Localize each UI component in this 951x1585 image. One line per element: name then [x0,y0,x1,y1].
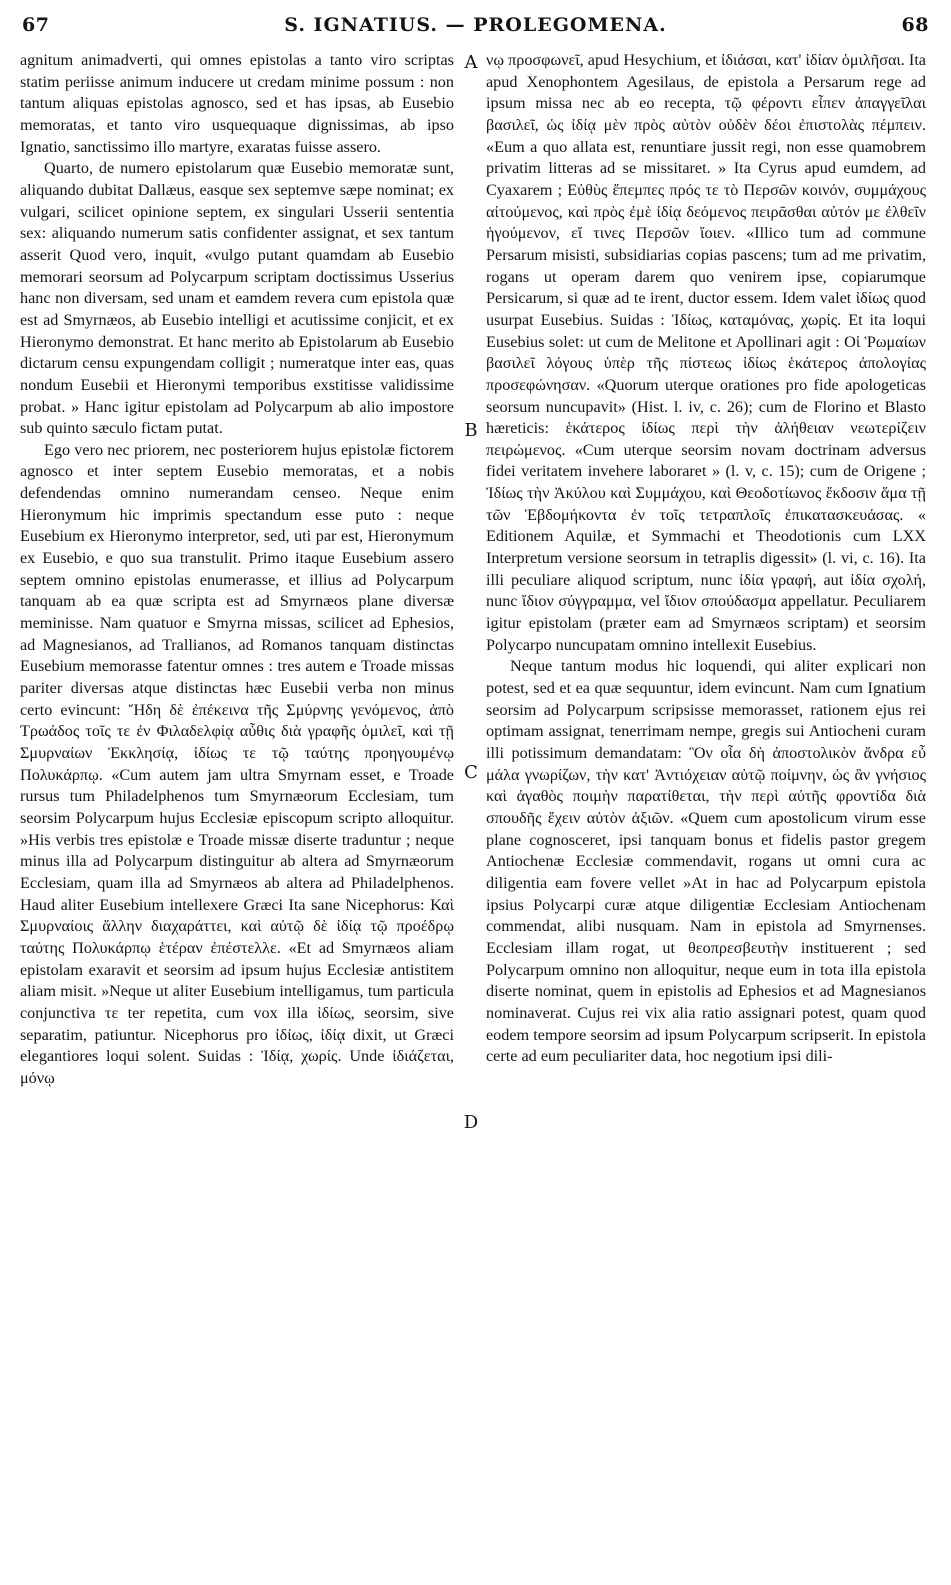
left-paragraph-3: Ego vero nec priorem, nec posteriorem hujus epistolæ fictorem agnosco et inter septem Eusebio memoratas, et a nobis defendendas omnino numerandam censeo. Neque enim Hieronymum hic imprimis spectandum esse puto : neque Eusebium ex Hieronymo interpretor, sed, uti par est, Hieronymum ex Eusebio, e quo sua transtulit. Primo itaque Eusebium assero septem omnino epistolas enumerasse, et illius ad Polycarpum tanquam ab ea quæ scripta est ad Smyrnæos plane diversæ meminisse. Nam quatuor e Smyrna missas, scilicet ad Ephesios, ad Magnesianos, ad Trallianos, ad Romanos tanquam distinctas Eusebium memorasse fatentur omnes : tres autem e Troade missas pariter diversas atque distinctas hæc Eusebii verba non minus certo evincunt: Ἤδη δὲ ἐπέκεινα τῆς Σμύρνης γενόμενος, ἀπὸ Τρωάδος τοῖς τε ἐν Φιλαδελφίᾳ αὖθις διὰ γραφῆς ὁμιλεῖ, καὶ τῇ Σμυρναίων Ἐκκλησίᾳ, ἰδίως τε τῷ ταύτης προηγουμένῳ Πολυκάρπῳ. «Cum autem jam ultra Smyrnam esset, e Troade rursus tum Philadelphenos tum Smyrnæorum Ecclesiam, tum seorsim Polycarpum hujus Ecclesiæ episcopum scripto alloquitur. »His verbis tres epistolæ e Troade missæ diserte traduntur ; neque minus illa ad Polycarpum distinguitur ab altera ad Smyrnæorum Ecclesiam, quam illa ad Smyrnæos ab altera ad Philadelphenos. Haud aliter Eusebium intellexere Græci Ita sane Nicephorus: Καὶ Σμυρναίοις ἄλλην διαχαράττει, καὶ αὐτῷ δὲ ἰδίᾳ τῷ προέδρῳ ταύτης Πολυκάρπῳ ἑτέραν ἐπέστελλε. «Et ad Smyrnæos aliam epistolam exaravit et seorsim ad ipsum hujus Ecclesiæ antistitem aliam misit. »Neque ut aliter Eusebium intelligamus, tum particula conjunctiva τε ter repetita, cum vox illa ἰδίως, seorsim, sive separatim, patiuntur. Nicephorus pro ἰδίως, ἰδίᾳ dixit, ut Græci elegantiores loqui solent. Suidas : Ἰδίᾳ, χωρίς. Unde ἰδιάζεται, μόνῳ [20,440,454,1087]
running-header [18,14,933,44]
right-column [486,50,926,1575]
margin-letter-d: D [463,1112,479,1133]
margin-letter-b: B [464,420,478,441]
margin-letter-a: A [464,52,478,73]
page-number-left: 67 [22,14,50,36]
left-paragraph-2: Quarto, de numero epistolarum quæ Eusebio memoratæ sunt, aliquando dubitat Dallæus, easque sex septemve sæpe nominat; ex vulgari, scilicet opinione septem, ex singulari Usserii sententia sex: aliquando numerum satis confidenter assignat, et sex tantum asserit Quod vero, inquit, «vulgo putant quamdam ab Eusebio memorari seorsum ad Polycarpum scriptam doctissimus Usserius hanc non diversam, sed unam et eamdem revera cum epistola quæ est ad Smyrnæos, ab Eusebio intelligi et acutissime conjicit, et ex Hieronymo demonstrat. Et hanc merito ab Epistolarum ab Eusebio dictarum censu expungendam colligit ; numeratque inter eas, quas nondum Eusebii et Hieronymi temporibus exstitisse validissime probat. » Hanc igitur epistolam ad Polycarpum ab alio impostore sub quinto sæculo fictam putat. [20,159,454,438]
left-paragraph-1: agnitum animadverti, qui omnes epistolas a tanto viro scriptas statim periisse animum inducere ut credam minime possum : non tantum aliquas epistolas agnosco, sed et has ipsas, ab Eusebio memoratas, et tanto viro usquequaque dignissimas, ab ipso Ignatio, sanctissimo illo martyre, exaratas fuisse assero. [20,51,454,156]
margin-letter-c: C [464,762,478,783]
right-paragraph-2: Neque tantum modus hic loquendi, qui aliter explicari non potest, sed et ea quæ sequuntur, idem evincunt. Nam cum Ignatium seorsim ad Polycarpum scripsisse memorasset, rationem ejus rei optimam assignat, tenerrimam nempe, gregis sui Antiocheni curam illi potissimum demandatam: Ὃν οἷα δὴ ἀποστολικὸν ἄνδρα εὖ μάλα γνωρίζων, τὴν κατ' Ἀντιόχειαν αὐτῷ ποίμνην, ὡς ἂν γνήσιος καὶ ἀγαθὸς ποιμὴν παρατίθεται, τὴν περὶ αὐτῆς φροντίδα διὰ σπουδῆς ἔχειν αὐτὸν ἀξιῶν. «Quem cum apostolicum virum esse plane cognosceret, ipsi tanquam bonus et fidelis pastor gregem Antiochenæ Ecclesiæ commendavit, rogans ut omni cura ac diligentia eam fovere vellet »At in hac ad Polycarpum epistola ipsius Polycarpi curæ atque diligentiæ Ecclesiam Antiochenam commendat, alibi nusquam. Nam in epistola ad Smyrnenses. Ecclesiam illam rogat, ut θεοπρεσβευτὴν instituerent ; sed Polycarpum omnino non alloquitur, neque eum in tota illa epistola diserte nominat, quem in epistolis ad Ephesios et ad Magnesianos nominaverat. Cujus rei vix alia ratio assignari potest, quam quod eodem tempore seorsim ad ipsum Polycarpum scripserit. In epistola certe ad eum peculiariter data, hoc negotium ipsi dili- [486,657,926,1066]
right-paragraph-1: νῳ προσφωνεῖ, apud Hesychium, et ἰδιάσαι, κατ' ἰδίαν ὁμιλῆσαι. Ita apud Xenophontem Agesilaus, de epistola a Persarum rege ad ipsum missa nec ab eo recepta, τῷ φέροντι εἶπεν ἀπαγγεῖλαι βασιλεῖ, ὡς ἰδίᾳ μὲν πρὸς αὐτὸν οὐδὲν δέοι ἐπιστολὰς πέμπειν. «Eum a quo allata est, renuntiare jussit regi, non esse quamobrem privatim litteras ad se missitaret. » Ita Cyrus apud eumdem, ad Cyaxarem ; Εὐθὺς ἔπεμπες πρός τε τὸ Περσῶν κοινόν, συμμάχους αἰτούμενος, καὶ πρὸς ἐμὲ ἰδίᾳ δεόμενος πειρᾶσθαι αὐτόν με ἐλθεῖν ἡγούμενον, εἴ τινες Περσῶν ἴοιεν. «Illico tum ad commune Persarum misisti, subsidiarias copias pascens; tum ad me privatim, rogans ut operam darem quo venirem ipse, copiarumque Persicarum, si quæ ad te irent, ductor essem. Idem valet ἰδίως quod usurpat Eusebius. Suidas : Ἰδίως, καταμόνας, χωρίς. Et ita loqui Eusebius solet: ut cum de Melitone et Apollinari agit : Οἱ Ῥωμαίων βασιλεῖ λόγους ὑπὲρ τῆς πίστεως ἰδίως ἑκάτερος ἀπολογίας προσεφώνησαν. «Quorum uterque orationes pro fide apologeticas seorsum nuncupavit» (Hist. l. iv, c. 26); cum de Florino et Blasto hæreticis: ἑκάτερος ἰδίως περὶ τὴν ἀλήθειαν νεωτερίζειν πειρώμενος. «Cum uterque seorsim novam doctrinam adversus fidei veritatem invehere laboraret » (l. v, c. 15); cum de Origene ; Ἰδίως τὴν Ἀκύλου καὶ Συμμάχου, καὶ Θεοδοτίωνος ἔκδοσιν ἅμα τῇ τῶν Ἑβδομήκοντα ἐν τοῖς τετραπλοῖς ἐπικατασκευάσας. « Editionem Aquilæ, et Symmachi et Theodotionis cum LXX Interpretum versione seorsum in tetraplis digessit» (l. vi, c. 16). Ita illi peculiare aliquod scriptum, nunc ἰδία γραφή, aut ἰδία σχολή, nunc ἴδιον σύγγραμμα, vel ἴδιον σπούδασμα appellatur. Peculiarem igitur epistolam (præter eam ad Smyrnæos scriptam) et seorsim Polycarpo nuncupatam omnino intellexit Eusebius. [486,51,926,654]
page-number-right: 68 [901,14,929,36]
left-column [20,50,454,1575]
running-title: S. IGNATIUS. — PROLEGOMENA. [284,14,667,36]
